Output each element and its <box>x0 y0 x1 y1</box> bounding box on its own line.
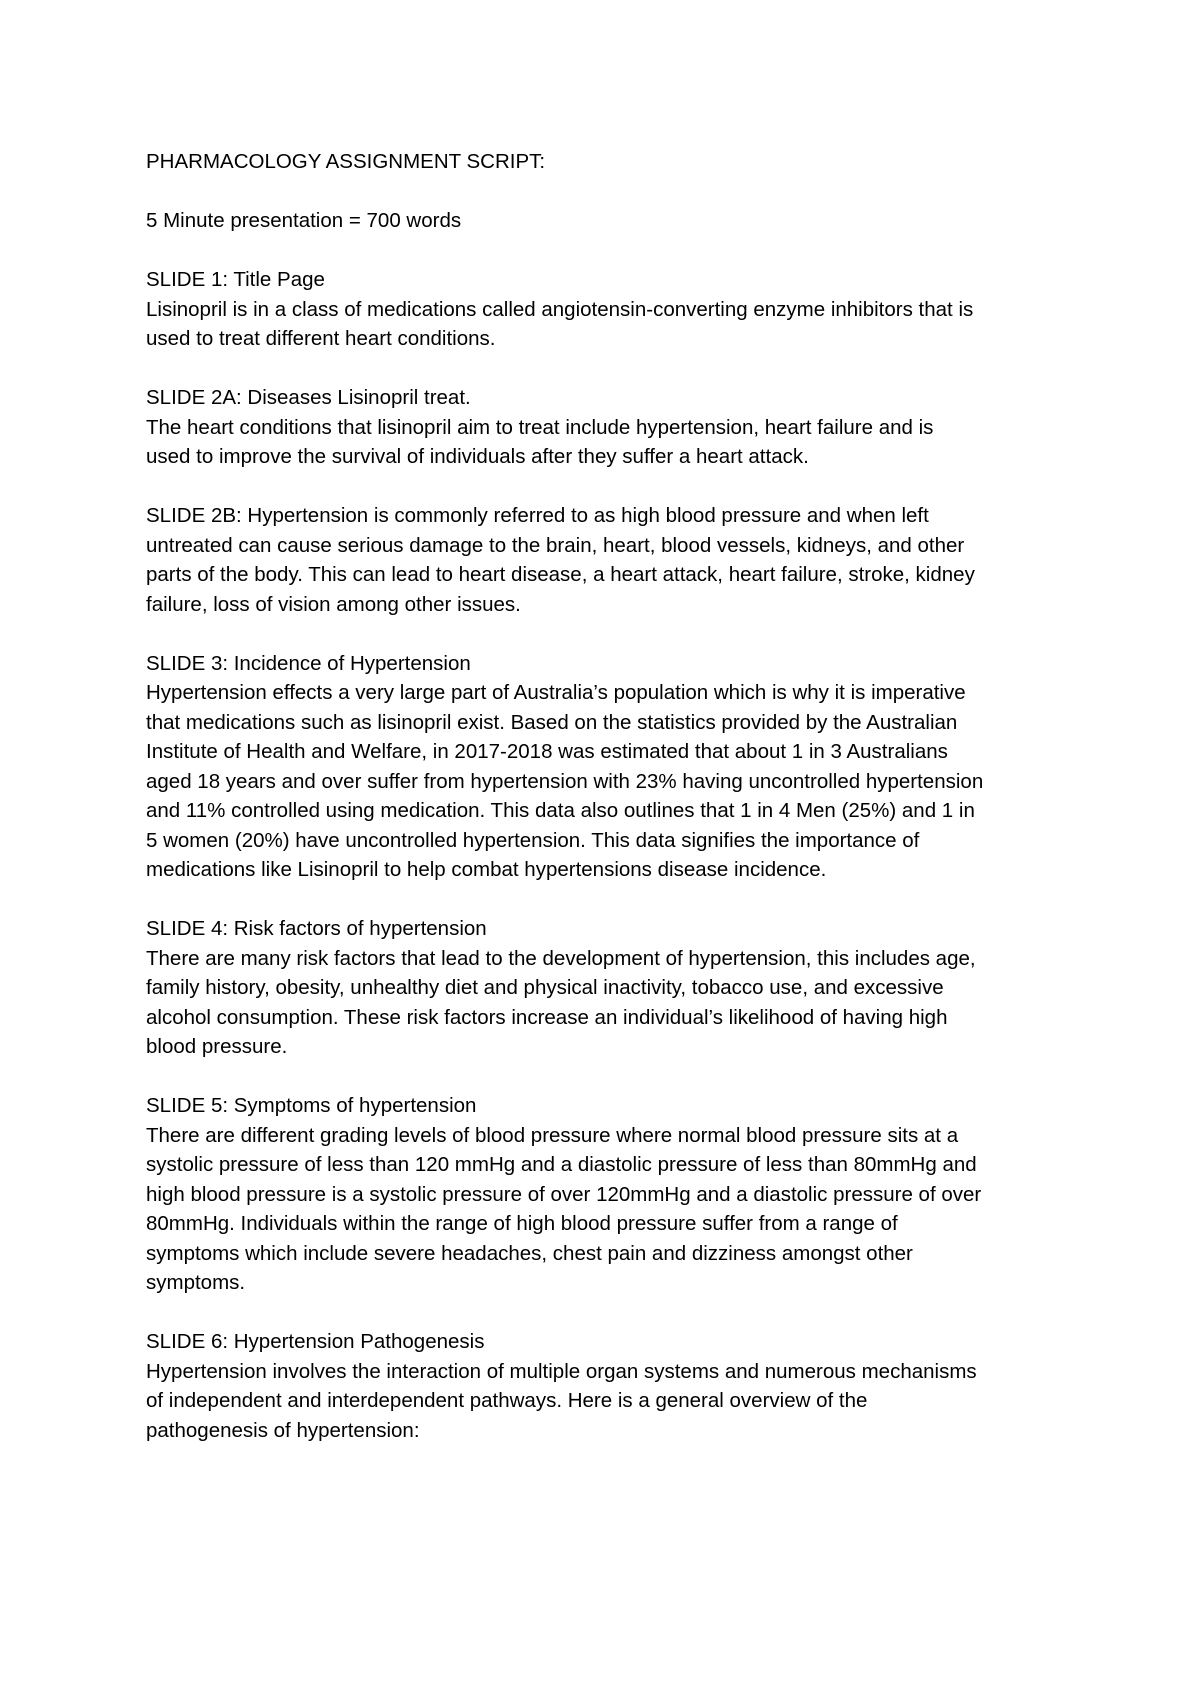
section-heading: SLIDE 5: Symptoms of hypertension <box>146 1094 477 1117</box>
blank-line <box>146 619 1086 649</box>
paragraph-line: untreated can cause serious damage to the brain, heart, blood vessels, kidneys, and other <box>146 533 965 557</box>
section-slide-2a <box>146 383 1086 472</box>
paragraph-line: systolic pressure of less than 120 mmHg and a diastolic pressure of less than 80mmHg and <box>146 1153 977 1176</box>
paragraph-line: 80mmHg. Individuals within the range of high blood pressure suffer from a range of <box>146 1212 898 1235</box>
paragraph-line: and 11% controlled using medication. This data also outlines that 1 in 4 Men (25%) and 1 in <box>146 799 975 822</box>
paragraph-line: that medications such as lisinopril exist. Based on the statistics provided by the Australian <box>146 710 958 734</box>
document-subtitle: 5 Minute presentation = 700 words <box>146 209 462 232</box>
paragraph-line: parts of the body. This can lead to heart disease, a heart attack, heart failure, stroke, kidney <box>146 563 975 586</box>
section-slide-5 <box>146 1091 1086 1298</box>
blank-line <box>146 236 1086 266</box>
paragraph-line: blood pressure. <box>146 1035 288 1058</box>
paragraph-line: 5 women (20%) have uncontrolled hypertension. This data signifies the importance of <box>146 828 920 852</box>
paragraph-line: There are many risk factors that lead to the development of hypertension, this includes age, <box>146 946 976 970</box>
section-slide-2b <box>146 501 1086 619</box>
paragraph-line: alcohol consumption. These risk factors increase an individual’s likelihood of having high <box>146 1005 948 1029</box>
blank-line <box>146 177 1086 207</box>
section-heading: SLIDE 6: Hypertension Pathogenesis <box>146 1330 485 1353</box>
paragraph-line: aged 18 years and over suffer from hypertension with 23% having uncontrolled hypertension <box>146 769 984 793</box>
section-heading: SLIDE 2A: Diseases Lisinopril treat. <box>146 386 471 409</box>
paragraph-line: pathogenesis of hypertension: <box>146 1418 420 1442</box>
paragraph-line: family history, obesity, unhealthy diet and physical inactivity, tobacco use, and excessive <box>146 976 944 999</box>
paragraph-line: used to treat different heart conditions. <box>146 327 496 350</box>
section-heading: SLIDE 3: Incidence of Hypertension <box>146 651 471 675</box>
blank-line <box>146 472 1086 502</box>
blank-line <box>146 1298 1086 1328</box>
blank-line <box>146 354 1086 384</box>
section-heading: SLIDE 4: Risk factors of hypertension <box>146 917 487 940</box>
paragraph-line: used to improve the survival of individuals after they suffer a heart attack. <box>146 445 809 468</box>
paragraph-line: There are different grading levels of blood pressure where normal blood pressure sits at a <box>146 1123 959 1147</box>
section-slide-3 <box>146 649 1086 885</box>
paragraph-line: high blood pressure is a systolic pressure of over 120mmHg and a diastolic pressure of over <box>146 1182 982 1206</box>
document-title: PHARMACOLOGY ASSIGNMENT SCRIPT: <box>146 150 546 173</box>
section-slide-1 <box>146 265 1086 354</box>
paragraph-line: Lisinopril is in a class of medications called angiotensin-converting enzyme inhibitors that is <box>146 297 974 321</box>
paragraph-line: SLIDE 2B: Hypertension is commonly referred to as high blood pressure and when left <box>146 504 929 527</box>
blank-line <box>146 1062 1086 1092</box>
paragraph-line: medications like Lisinopril to help combat hypertensions disease incidence. <box>146 858 827 881</box>
section-heading: SLIDE 1: Title Page <box>146 268 325 291</box>
section-slide-6 <box>146 1327 1086 1445</box>
paragraph-line: of independent and interdependent pathways. Here is a general overview of the <box>146 1389 868 1412</box>
section-slide-4 <box>146 914 1086 1062</box>
paragraph-line: symptoms. <box>146 1271 246 1294</box>
paragraph-line: The heart conditions that lisinopril aim to treat include hypertension, heart failure and is <box>146 415 934 439</box>
paragraph-line: failure, loss of vision among other issues. <box>146 592 521 616</box>
blank-line <box>146 885 1086 915</box>
paragraph-line: Hypertension involves the interaction of multiple organ systems and numerous mechanisms <box>146 1359 977 1383</box>
paragraph-line: symptoms which include severe headaches, chest pain and dizziness amongst other <box>146 1241 913 1265</box>
document-page <box>146 147 1086 1445</box>
paragraph-line: Institute of Health and Welfare, in 2017-2018 was estimated that about 1 in 3 Australians <box>146 740 948 763</box>
paragraph-line: Hypertension effects a very large part of Australia’s population which is why it is imperative <box>146 681 966 704</box>
